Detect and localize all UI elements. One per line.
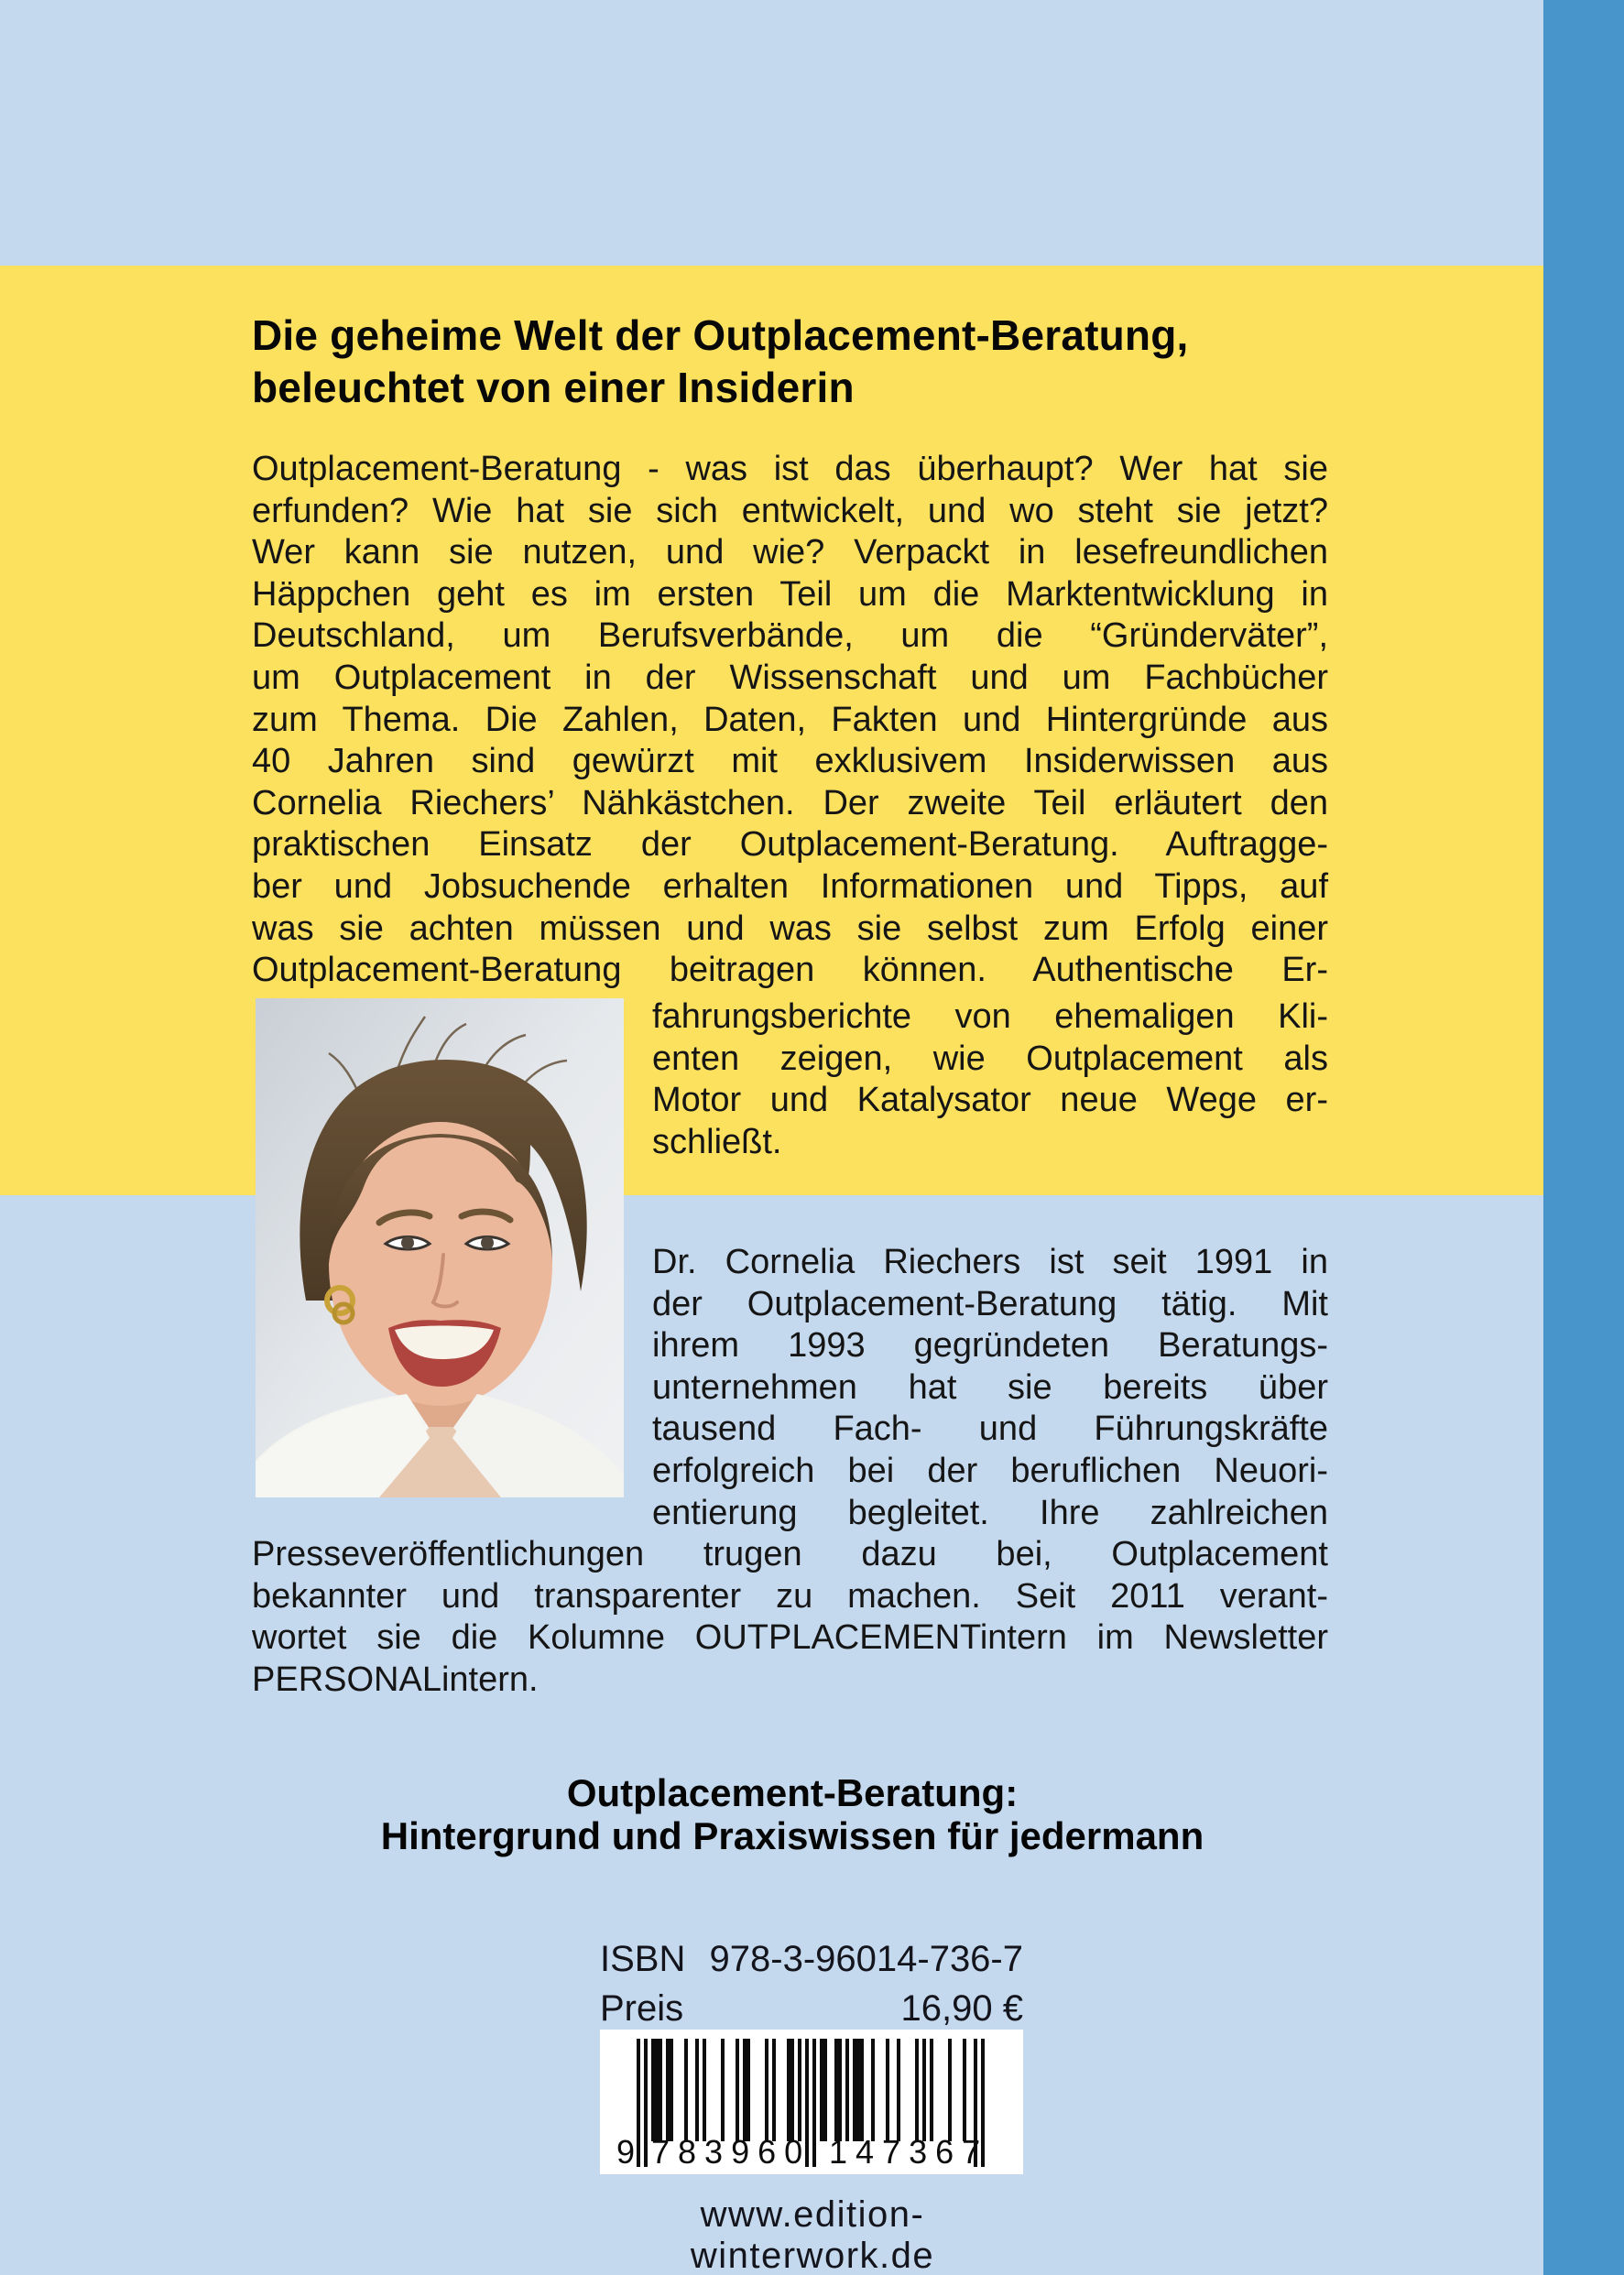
barcode-bar (948, 2039, 952, 2141)
price-row (600, 1984, 1023, 2033)
text-line: Häppchen geht es im ersten Teil um die Marktentwicklung in (252, 574, 1328, 614)
barcode-bar (930, 2039, 933, 2141)
intro-paragraph-wrapped (652, 996, 1328, 1163)
price-label: Preis (600, 1988, 684, 2029)
text-line: tausend Fach- und Führungskräfte (652, 1410, 1328, 1449)
text-line: Deutschland, um Berufsverbände, um die “Gründerväter”, (252, 616, 1328, 656)
barcode-bar (915, 2039, 919, 2141)
barcode-bar (637, 2039, 640, 2167)
barcode-bar (845, 2039, 849, 2141)
barcode-bar (684, 2039, 688, 2141)
text-line: Outplacement-Beratung: (566, 1771, 1019, 1814)
text-line: Outplacement-Beratung - was ist das überhaupt? Wer hat sie (252, 450, 1328, 488)
barcode-bar (834, 2039, 842, 2141)
text-line: entierung begleitet. Ihre zahlreichen (652, 1493, 1328, 1532)
text-line: praktischen Einsatz der Outplacement-Beratung. Auftragge- (252, 825, 1328, 865)
text-line: Die geheime Welt der Outplacement-Beratung, (252, 311, 1189, 359)
text-line: PERSONALintern. (252, 1660, 539, 1699)
text-line: wortet sie die Kolumne OUTPLACEMENTintern im Newsletter (252, 1618, 1328, 1658)
isbn-value: 978-3-96014-736-7 (709, 1939, 1023, 1979)
text-line: Outplacement-Beratung beitragen können. Authentische Er- (252, 951, 1328, 990)
barcode-bar (871, 2039, 875, 2141)
barcode-bar (703, 2039, 706, 2141)
barcode-bar (736, 2039, 739, 2141)
barcode-bar (721, 2039, 725, 2141)
isbn-row (600, 1934, 1023, 1984)
text-line: der Outplacement-Beratung tätig. Mit (652, 1284, 1328, 1323)
author-portrait-illustration (256, 998, 624, 1497)
barcode-bar (743, 2039, 750, 2141)
text-line: schließt. (652, 1122, 782, 1161)
text-line: Hintergrund und Praxiswissen für jedermann (380, 1814, 1204, 1857)
text-line: um Outplacement in der Wissenschaft und um Fachbücher (252, 658, 1328, 697)
text-line: Wer kann sie nutzen, und wie? Verpackt in lesefreundlichen (252, 533, 1328, 572)
isbn-price-block (600, 1934, 1023, 2033)
text-line: Presseveröffentlichungen trugen dazu bei, Outplacement (252, 1535, 1328, 1573)
barcode-bar (765, 2039, 768, 2141)
text-line: was sie achten müssen und was sie selbst zum Erfolg einer (252, 909, 1328, 948)
barcode-bar (644, 2039, 648, 2167)
text-line: ihrem 1993 gegründeten Beratungs- (652, 1326, 1328, 1366)
isbn-label: ISBN (600, 1939, 686, 1979)
book-tagline (252, 1771, 1333, 1857)
barcode-bar (963, 2039, 966, 2141)
barcode-bar (820, 2039, 827, 2141)
author-bio-full-width (252, 1534, 1328, 1701)
barcode-bar (772, 2039, 776, 2141)
text-line: zum Thema. Die Zahlen, Daten, Fakten und Hintergründe aus (252, 700, 1328, 739)
text-line: erfunden? Wie hat sie sich entwickelt, und wo steht sie jetzt? (252, 491, 1328, 530)
barcode-bar (695, 2039, 699, 2141)
text-line: bekannter und transparenter zu machen. Seit 2011 verant- (252, 1576, 1328, 1616)
text-line: erfolgreich bei der beruflichen Neuori- (652, 1451, 1328, 1490)
text-line: Motor und Katalysator neue Wege er- (652, 1081, 1328, 1120)
page-title (252, 310, 1333, 414)
barcode-bar (897, 2039, 900, 2141)
text-line: beleuchtet von einer Insiderin (252, 364, 855, 411)
barcode-bar (812, 2039, 816, 2167)
author-photo (256, 998, 624, 1497)
barcode-bar (853, 2039, 864, 2141)
barcode-bar (666, 2039, 673, 2141)
barcode-left-digits: 783960 (651, 2133, 812, 2171)
text-line: 40 Jahren sind gewürzt mit exklusivem Insiderwissen aus (252, 742, 1328, 781)
text-line: fahrungsberichte von ehemaligen Kli- (652, 997, 1328, 1036)
text-line: Cornelia Riechers’ Nähkästchen. Der zweite Teil erläutert den (252, 783, 1328, 822)
text-line: enten zeigen, wie Outplacement als (652, 1039, 1328, 1078)
author-bio-wrapped (652, 1242, 1328, 1534)
intro-paragraph (252, 449, 1328, 992)
text-line: Dr. Cornelia Riechers ist seit 1991 in (652, 1243, 1328, 1281)
barcode-bar (922, 2039, 926, 2141)
text-line: unternehmen hat sie bereits über (652, 1367, 1328, 1407)
barcode-bar (651, 2039, 662, 2141)
right-edge-stripe (1543, 0, 1624, 2275)
text-line: ber und Jobsuchende erhalten Informationen und Tipps, auf (252, 866, 1328, 906)
barcode-lead-digit: 9 (616, 2133, 635, 2171)
publisher-website: www.edition-winterwork.de (690, 2194, 935, 2275)
barcode-bar (798, 2039, 801, 2141)
barcode-bar (787, 2039, 794, 2141)
barcode (600, 2030, 1023, 2174)
price-value: 16,90 € (900, 1988, 1023, 2029)
barcode-bar (886, 2039, 889, 2141)
barcode-right-digits: 147367 (829, 2133, 989, 2171)
